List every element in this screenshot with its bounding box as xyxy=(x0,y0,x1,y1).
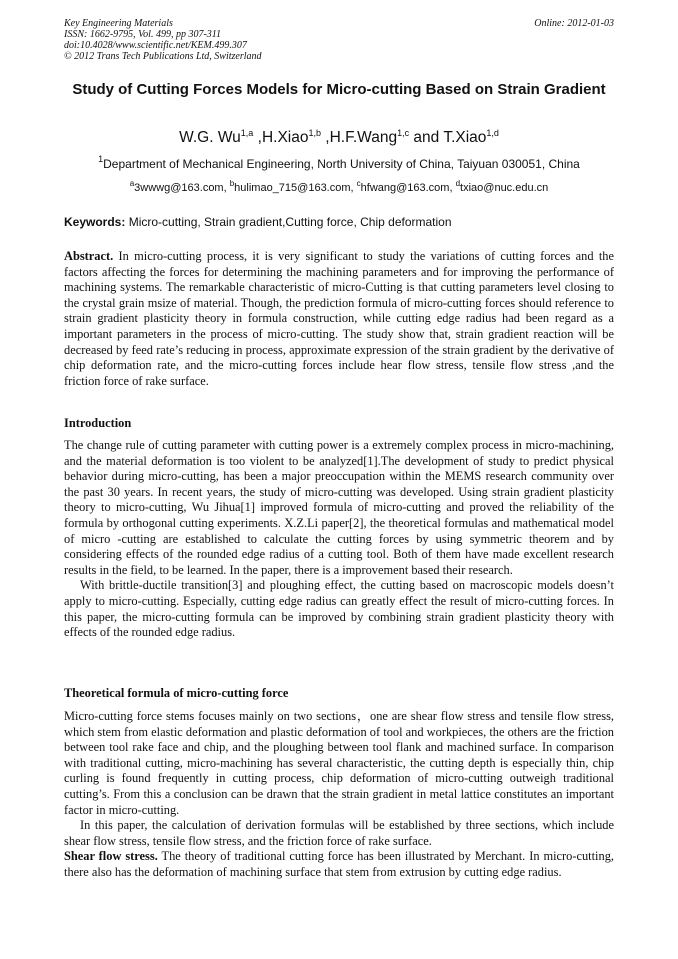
author-separator: and xyxy=(409,129,444,146)
keywords xyxy=(64,214,614,230)
author-separator: , xyxy=(320,129,330,146)
copyright-line: © 2012 Trans Tech Publications Ltd, Switzerland xyxy=(64,51,262,62)
email-address: 3wwwg@163.com, xyxy=(134,182,230,194)
introduction-heading: Introduction xyxy=(64,416,132,430)
paper-title: Study of Cutting Forces Models for Micro-cutting Based on Strain Gradient xyxy=(72,81,606,98)
email-address: hulimao_715@163.com, xyxy=(234,182,357,194)
email-superscript: c xyxy=(356,179,361,188)
email-address: txiao@nuc.edu.cn xyxy=(460,182,549,194)
author-list xyxy=(64,128,614,148)
journal-header xyxy=(64,18,614,62)
email-superscript: a xyxy=(129,179,135,188)
doi-line: doi:10.4028/www.scientific.net/KEM.499.307 xyxy=(64,40,247,51)
author-name: H.Xiao xyxy=(261,129,309,146)
keywords-label: Keywords: xyxy=(64,215,126,229)
shear-label: Shear flow stress. xyxy=(64,849,158,864)
author-superscript: 1,a xyxy=(240,128,254,138)
paragraph: In this paper, the calculation of derivation formulas will be established by three sections, which include shear flow stress, tensile flow stress, and the friction force of rake surface. xyxy=(64,818,614,848)
abstract-label: Abstract. xyxy=(64,249,114,263)
author-superscript: 1,b xyxy=(308,128,321,138)
author-superscript: 1,d xyxy=(486,128,499,138)
author-name: T.Xiao xyxy=(443,129,487,146)
shear-text: The theory of traditional cutting force has been illustrated by Merchant. In micro-cutting, there also has the deformation of machining surface that stem from extrusion by cutting edge radius. xyxy=(64,849,618,879)
paragraph: With brittle-ductile transition[3] and ploughing effect, the cutting based on macroscopic models doesn’t apply to micro-cutting. Especially, cutting edge radius can greatly effect the result of micro-cutting forces. In this paper, the micro-cutting formula can be improved by combining strain gradient plasticity theory with effects of the rounded edge radius. xyxy=(64,578,614,640)
affiliation-text: Department of Mechanical Engineering, North University of China, Taiyuan 030051, China xyxy=(103,157,580,171)
author-name: H.F.Wang xyxy=(329,129,398,146)
author-superscript: 1,c xyxy=(397,128,410,138)
email-superscript: d xyxy=(455,179,461,188)
paragraph: Micro-cutting force stems focuses mainly on two sections，one are shear flow stress and tensile flow stress, which stem from elastic deformation and plastic deformation of tool and workpieces, the others are the friction between tool rake face and chip, and the ploughing between tool flank and machined surface. In comparison with traditional cutting, micro-machining has several characteristic, the cutting depth is especially thin, chip curling is found frequently in cutting process, chip deformation of micro-cutting outweigh traditional cutting’s. From this a conclusion can be drawn that the strain gradient in metal lattice constitutes an important factor in micro-cutting. xyxy=(64,709,614,817)
paragraph: The change rule of cutting parameter with cutting power is a extremely complex process in micro-machining, and the material deformation is too violent to be analyzed[1].The development of study to predict physical behavior during micro-cutting, has been a major preoccupation within the MEMS research community over the past 30 years. In recent years, the study of micro-cutting was developed. Using strain gradient plasticity theory to micro-cutting, Wu Jihua[1] improved formula of micro-cutting and proved the reliability of the formula by orthogonal cutting experiments. X.Z.Li paper[2], the theoretical formulas and mathematical model of micro -cutting are established to calculate the cutting forces by using symmetric theorem and by considering effects of the rounded edge radius of a cutting tool. Both of them have made excellent research results in the field, to be learned. In the paper, there is a improvement based their research. xyxy=(64,438,614,577)
journal-name: Key Engineering Materials xyxy=(64,18,173,29)
keywords-text: Micro-cutting, Strain gradient,Cutting force, Chip deformation xyxy=(125,215,452,229)
author-separator: , xyxy=(253,129,262,146)
email-list xyxy=(64,180,614,196)
author-name: W.G. Wu xyxy=(179,129,241,146)
introduction-body xyxy=(64,438,614,641)
affiliation-superscript: 1 xyxy=(98,154,104,164)
online-date: Online: 2012-01-03 xyxy=(534,18,614,29)
abstract-text: In micro-cutting process, it is very significant to study the variations of cutting forces and the factors affecting the forces for determining the machining parameters and for improving the performance of machining systems. The remarkable characteristic of micro-Cutting is that cutting parameters level closing to the crystal grain msize of material. Though, the prediction formula of micro-cutting forces should reference to strain gradient plasticity theory in formula construction, while cutting edge radius had been regard as a important parameters in the process of micro-cutting. The study show that, strain gradient reaction will be decreased by feed rate’s reducing in process, approximate expression of the strain gradient by the derivative of chip deformation rate, and the micro-cutting forces include hear flow stress, tensile flow stress ,and the friction force of rake surface. xyxy=(64,249,618,388)
affiliation xyxy=(64,156,614,172)
email-address: hfwang@163.com, xyxy=(360,182,456,194)
paragraph xyxy=(64,849,618,880)
email-superscript: b xyxy=(229,179,235,188)
section-heading: Theoretical formula of micro-cutting force xyxy=(64,686,289,700)
issn-line: ISSN: 1662-9795, Vol. 499, pp 307-311 xyxy=(64,29,222,40)
abstract xyxy=(64,249,618,389)
theory-body xyxy=(64,709,618,881)
